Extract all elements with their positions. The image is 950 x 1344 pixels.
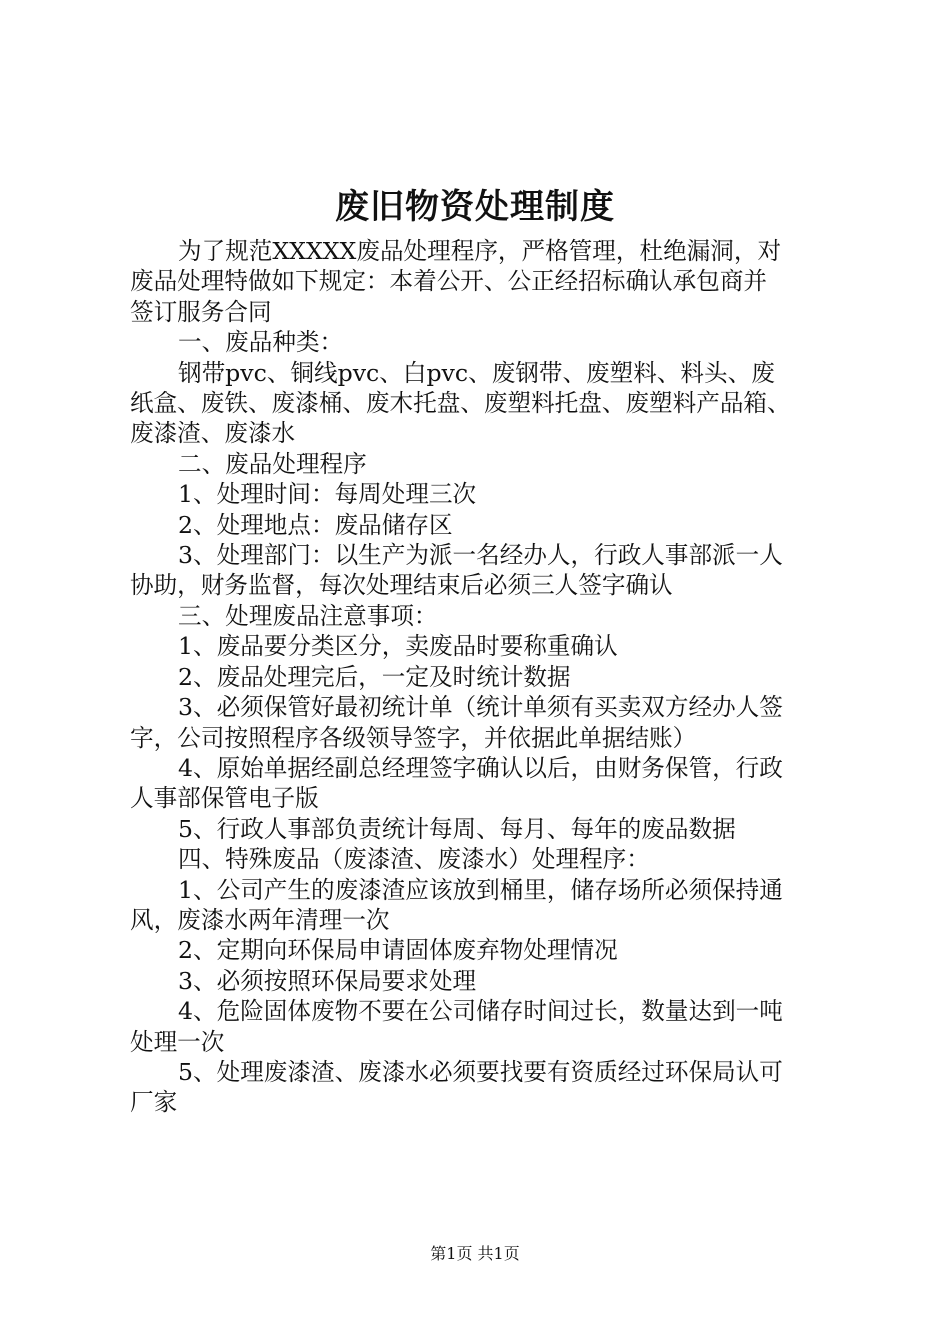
body-line: 4、原始单据经副总经理签字确认以后，由财务保管，行政 <box>178 753 783 782</box>
body-line: 风，废漆水两年清理一次 <box>130 905 390 934</box>
body-line: 4、危险固体废物不要在公司储存时间过长，数量达到一吨 <box>178 997 783 1026</box>
body-line: 1、处理时间：每周处理三次 <box>178 480 477 509</box>
body-line: 一、废品种类： <box>178 328 344 357</box>
body-line: 二、废品处理程序 <box>178 449 367 478</box>
body-line: 字，公司按照程序各级领导签字，并依据此单据结账） <box>130 723 697 752</box>
body-line: 四、特殊废品（废漆渣、废漆水）处理程序： <box>178 845 650 874</box>
body-line: 处理一次 <box>130 1027 225 1056</box>
body-line: 人事部保管电子版 <box>130 784 319 813</box>
body-line: 废漆渣、废漆水 <box>130 419 296 448</box>
body-line: 3、必须保管好最初统计单（统计单须有买卖双方经办人签 <box>178 693 783 722</box>
body-line: 5、处理废漆渣、废漆水必须要找要有资质经过环保局认可 <box>178 1057 783 1086</box>
document-title: 废旧物资处理制度 <box>335 187 615 227</box>
body-line: 3、必须按照环保局要求处理 <box>178 966 477 995</box>
body-line: 三、处理废品注意事项： <box>178 601 438 630</box>
body-line: 2、定期向环保局申请固体废弃物处理情况 <box>178 936 618 965</box>
body-line: 3、处理部门：以生产为派一名经办人，行政人事部派一人 <box>178 541 783 570</box>
body-line: 协助，财务监督，每次处理结束后必须三人签字确认 <box>130 571 673 600</box>
body-line: 2、废品处理完后，一定及时统计数据 <box>178 662 571 691</box>
document-body <box>130 236 830 1118</box>
body-line: 为了规范XXXXX废品处理程序，严格管理，杜绝漏洞，对 <box>178 237 782 265</box>
body-line: 钢带pvc、铜线pvc、白pvc、废钢带、废塑料、料头、废 <box>178 358 775 387</box>
body-line: 签订服务合同 <box>130 297 272 326</box>
body-line: 废品处理特做如下规定：本着公开、公正经招标确认承包商并 <box>130 267 768 296</box>
body-line: 厂家 <box>130 1088 178 1117</box>
body-line: 5、行政人事部负责统计每周、每月、每年的废品数据 <box>178 814 736 843</box>
body-line: 纸盒、废铁、废漆桶、废木托盘、废塑料托盘、废塑料产品箱、 <box>130 389 791 418</box>
body-line: 1、公司产生的废漆渣应该放到桶里，储存场所必须保持通 <box>178 875 783 904</box>
body-line: 1、废品要分类区分，卖废品时要称重确认 <box>178 632 618 661</box>
body-line: 2、处理地点：废品储存区 <box>178 510 453 539</box>
page-footer: 第1页 共1页 <box>430 1244 520 1263</box>
